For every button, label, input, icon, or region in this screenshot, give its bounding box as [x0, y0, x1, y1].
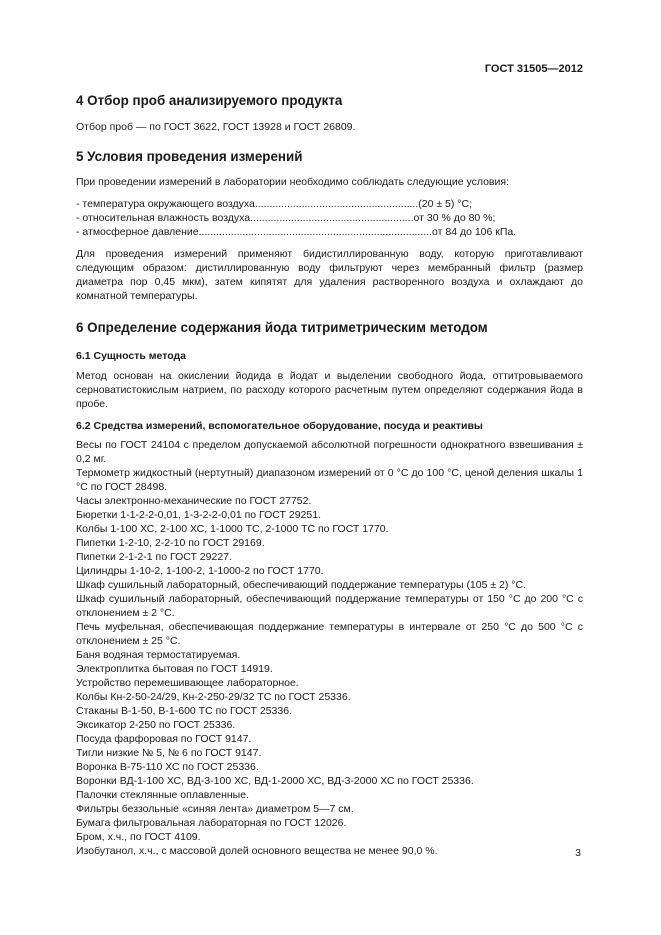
section-5-title: 5 Условия проведения измерений: [76, 149, 303, 164]
section-4-title: 4 Отбор проб анализируемого продукта: [76, 93, 343, 108]
condition-label: - атмосферное давление: [76, 226, 199, 238]
section-6-2-title: 6.2 Средства измерений, вспомогательное оборудование, посуда и реактивы: [76, 420, 483, 432]
list-item: Бром, х.ч., по ГОСТ 4109.: [76, 831, 201, 843]
list-item: Печь муфельная, обеспечивающая поддержание температуры в интервале от 250 °С до 500 °С с отклонением ± 25 °С.: [76, 621, 583, 647]
list-item: Баня водяная термостатируемая.: [76, 649, 241, 661]
condition-leader: ........................................................: [254, 198, 419, 210]
condition-row: [76, 225, 517, 239]
list-item: Воронка В-75-110 ХС по ГОСТ 25336.: [76, 761, 259, 773]
conditions-list: [76, 197, 517, 239]
condition-leader: ................................................................................: [198, 226, 433, 238]
list-item: Пипетки 1-2-10, 2-2-10 по ГОСТ 29169.: [76, 537, 265, 549]
list-item: Эксикатор 2-250 по ГОСТ 25336.: [76, 719, 236, 731]
list-item: Цилиндры 1-10-2, 1-100-2, 1-1000-2 по ГОСТ 1770.: [76, 565, 324, 577]
list-item: Воронки ВД-1-100 ХС, ВД-3-100 ХС, ВД-1-2000 ХС, ВД-3-2000 ХС по ГОСТ 25336.: [76, 775, 474, 787]
list-item: Термометр жидкостный (нертутный) диапазоном измерений от 0 °С до 100 °С, ценой деления шкалы 1 °С по ГОСТ 28498.: [76, 467, 583, 493]
list-item: Бюретки 1-1-2-2-0,01, 1-3-2-2-0,01 по ГОСТ 29251.: [76, 509, 321, 521]
condition-row: [76, 211, 496, 225]
list-item: Посуда фарфоровая по ГОСТ 9147.: [76, 733, 252, 745]
list-item: Фильтры беззольные «синяя лента» диаметром 5—7 см.: [76, 803, 354, 815]
list-item: Шкаф сушильный лабораторный, обеспечивающий поддержание температуры (105 ± 2) °С.: [76, 579, 527, 591]
list-item: Весы по ГОСТ 24104 с пределом допускаемой абсолютной погрешности однократного взвешивания ± 0,2 мг.: [76, 439, 583, 465]
standard-header: ГОСТ 31505—2012: [484, 63, 583, 75]
page-number: 3: [575, 847, 581, 859]
list-item: Бумага фильтровальная лабораторная по ГОСТ 12026.: [76, 817, 347, 829]
list-item: Изобутанол, х.ч., с массовой долей основного вещества не менее 90,0 %.: [76, 845, 438, 857]
list-item: Пипетки 2-1-2-1 по ГОСТ 29227.: [76, 551, 232, 563]
condition-label: - температура окружающего воздуха: [76, 198, 255, 210]
section-6-title: 6 Определение содержания йода титриметрическим методом: [76, 320, 488, 335]
water-preparation-text: Для проведения измерений применяют бидистиллированную воду, которую приготавливают следующим образом: дистиллированную воду фильтруют через мембранный фильтр (размер диаметра пор 0,45 мкм), затем кипятят для удаления растворенного воздуха и охлаждают до комнатной температуры.: [76, 248, 583, 302]
list-item: Часы электронно-механические по ГОСТ 27752.: [76, 495, 312, 507]
condition-value: от 30 % до 80 %;: [413, 212, 496, 224]
list-item: Шкаф сушильный лабораторный, обеспечивающий поддержание температуры от 150 °С до 200 °С с отклонением ± 2 °С.: [76, 593, 583, 619]
section-5-intro: При проведении измерений в лаборатории необходимо соблюдать следующие условия:: [76, 176, 509, 188]
list-item: Стаканы В-1-50, В-1-600 ТС по ГОСТ 25336.: [76, 705, 292, 717]
list-item: Устройство перемешивающее лабораторное.: [76, 677, 299, 689]
condition-leader: ........................................................: [250, 212, 414, 224]
section-4-text: Отбор проб — по ГОСТ 3622, ГОСТ 13928 и ГОСТ 26809.: [76, 121, 356, 133]
page-content: [76, 92, 583, 858]
condition-value: (20 ± 5) °С;: [418, 198, 472, 210]
condition-value: от 84 до 106 кПа.: [432, 226, 517, 238]
section-6-1-text: Метод основан на окислении йодида в йодат и выделении свободного йода, оттитровываемого серноватистокислым натрием, по расходу которого расчетным путем определяют содержания йода в пробе.: [76, 370, 583, 410]
list-item: Колбы Кн-2-50-24/29, Кн-2-250-29/32 ТС по ГОСТ 25336.: [76, 691, 351, 703]
list-item: Палочки стеклянные оплавленные.: [76, 789, 249, 801]
list-item: Электроплитка бытовая по ГОСТ 14919.: [76, 663, 273, 675]
equipment-list: [76, 438, 583, 858]
list-item: Колбы 1-100 ХС, 2-100 ХС, 1-1000 ТС, 2-1000 ТС по ГОСТ 1770.: [76, 523, 389, 535]
section-6-1-title: 6.1 Сущность метода: [76, 350, 187, 362]
list-item: Тигли низкие № 5, № 6 по ГОСТ 9147.: [76, 747, 262, 759]
condition-row: [76, 197, 472, 211]
condition-label: - относительная влажность воздуха: [76, 212, 251, 224]
